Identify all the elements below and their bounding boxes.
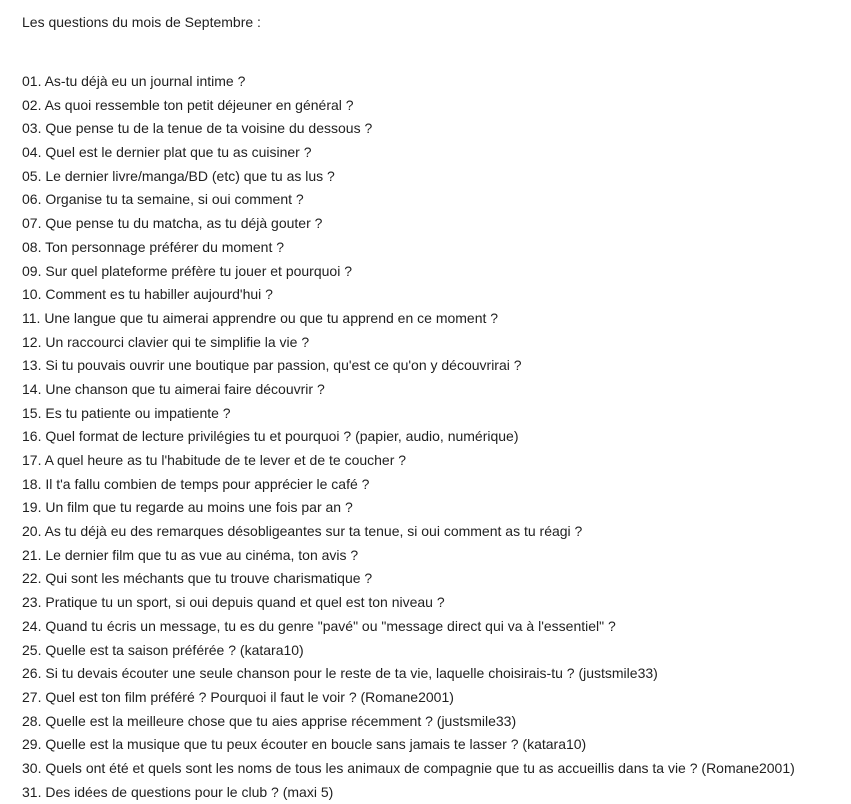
question-item: 01. As-tu déjà eu un journal intime ? — [22, 73, 246, 89]
question-item: 27. Quel est ton film préféré ? Pourquoi il faut le voir ? (Romane2001) — [22, 688, 454, 705]
question-item: 08. Ton personnage préférer du moment ? — [22, 238, 285, 255]
question-item: 17. A quel heure as tu l'habitude de te lever et de te coucher ? — [22, 452, 407, 468]
question-item: 07. Que pense tu du matcha, as tu déjà gouter ? — [22, 215, 323, 232]
question-item: 12. Un raccourci clavier qui te simplifie la vie ? — [22, 333, 310, 350]
question-item: 14. Une chanson que tu aimerai faire découvrir ? — [22, 380, 325, 397]
question-item: 25. Quelle est ta saison préférée ? (katara10) — [22, 641, 304, 658]
question-item: 02. As quoi ressemble ton petit déjeuner en général ? — [22, 96, 354, 113]
question-item: 05. Le dernier livre/manga/BD (etc) que tu as lus ? — [22, 167, 335, 184]
question-item: 11. Une langue que tu aimerai apprendre ou que tu apprend en ce moment ? — [22, 309, 499, 326]
question-item: 29. Quelle est la musique que tu peux écouter en boucle sans jamais te lasser ? (katara10) — [22, 736, 587, 753]
question-item: 19. Un film que tu regarde au moins une fois par an ? — [22, 499, 353, 516]
question-item: 09. Sur quel plateforme préfère tu jouer et pourquoi ? — [22, 262, 352, 279]
document-title: Les questions du mois de Septembre : — [22, 14, 261, 30]
question-item: 16. Quel format de lecture privilégies tu et pourquoi ? (papier, audio, numérique) — [22, 428, 519, 445]
question-item: 04. Quel est le dernier plat que tu as cuisiner ? — [22, 144, 312, 161]
question-item: 18. Il t'a fallu combien de temps pour apprécier le café ? — [22, 475, 370, 492]
spacer — [22, 34, 851, 70]
question-item: 21. Le dernier film que tu as vue au cinéma, ton avis ? — [22, 546, 359, 563]
question-item: 20. As tu déjà eu des remarques désobligeantes sur ta tenue, si oui comment as tu réagi ? — [22, 523, 583, 540]
question-item: 24. Quand tu écris un message, tu es du genre "pavé" ou "message direct qui va à l'essentiel" ? — [22, 617, 616, 634]
questions-list — [22, 70, 851, 804]
question-item: 28. Quelle est la meilleure chose que tu aies apprise récemment ? (justsmile33) — [22, 712, 517, 729]
question-item: 10. Comment es tu habiller aujourd'hui ? — [22, 286, 273, 303]
question-item: 15. Es tu patiente ou impatiente ? — [22, 404, 231, 421]
question-item: 31. Des idées de questions pour le club ? (maxi 5) — [22, 783, 334, 800]
question-item: 06. Organise tu ta semaine, si oui comment ? — [22, 191, 304, 208]
question-item: 26. Si tu devais écouter une seule chanson pour le reste de ta vie, laquelle choisirais-tu ? (justsmile33) — [22, 665, 658, 682]
question-item: 30. Quels ont été et quels sont les noms de tous les animaux de compagnie que tu as accueillis dans ta vie ? (Romane2001) — [22, 759, 795, 776]
question-item: 13. Si tu pouvais ouvrir une boutique par passion, qu'est ce qu'on y découvrirai ? — [22, 357, 522, 374]
question-item: 03. Que pense tu de la tenue de ta voisine du dessous ? — [22, 120, 373, 137]
question-item: 22. Qui sont les méchants que tu trouve charismatique ? — [22, 570, 373, 587]
question-item: 23. Pratique tu un sport, si oui depuis quand et quel est ton niveau ? — [22, 594, 445, 611]
